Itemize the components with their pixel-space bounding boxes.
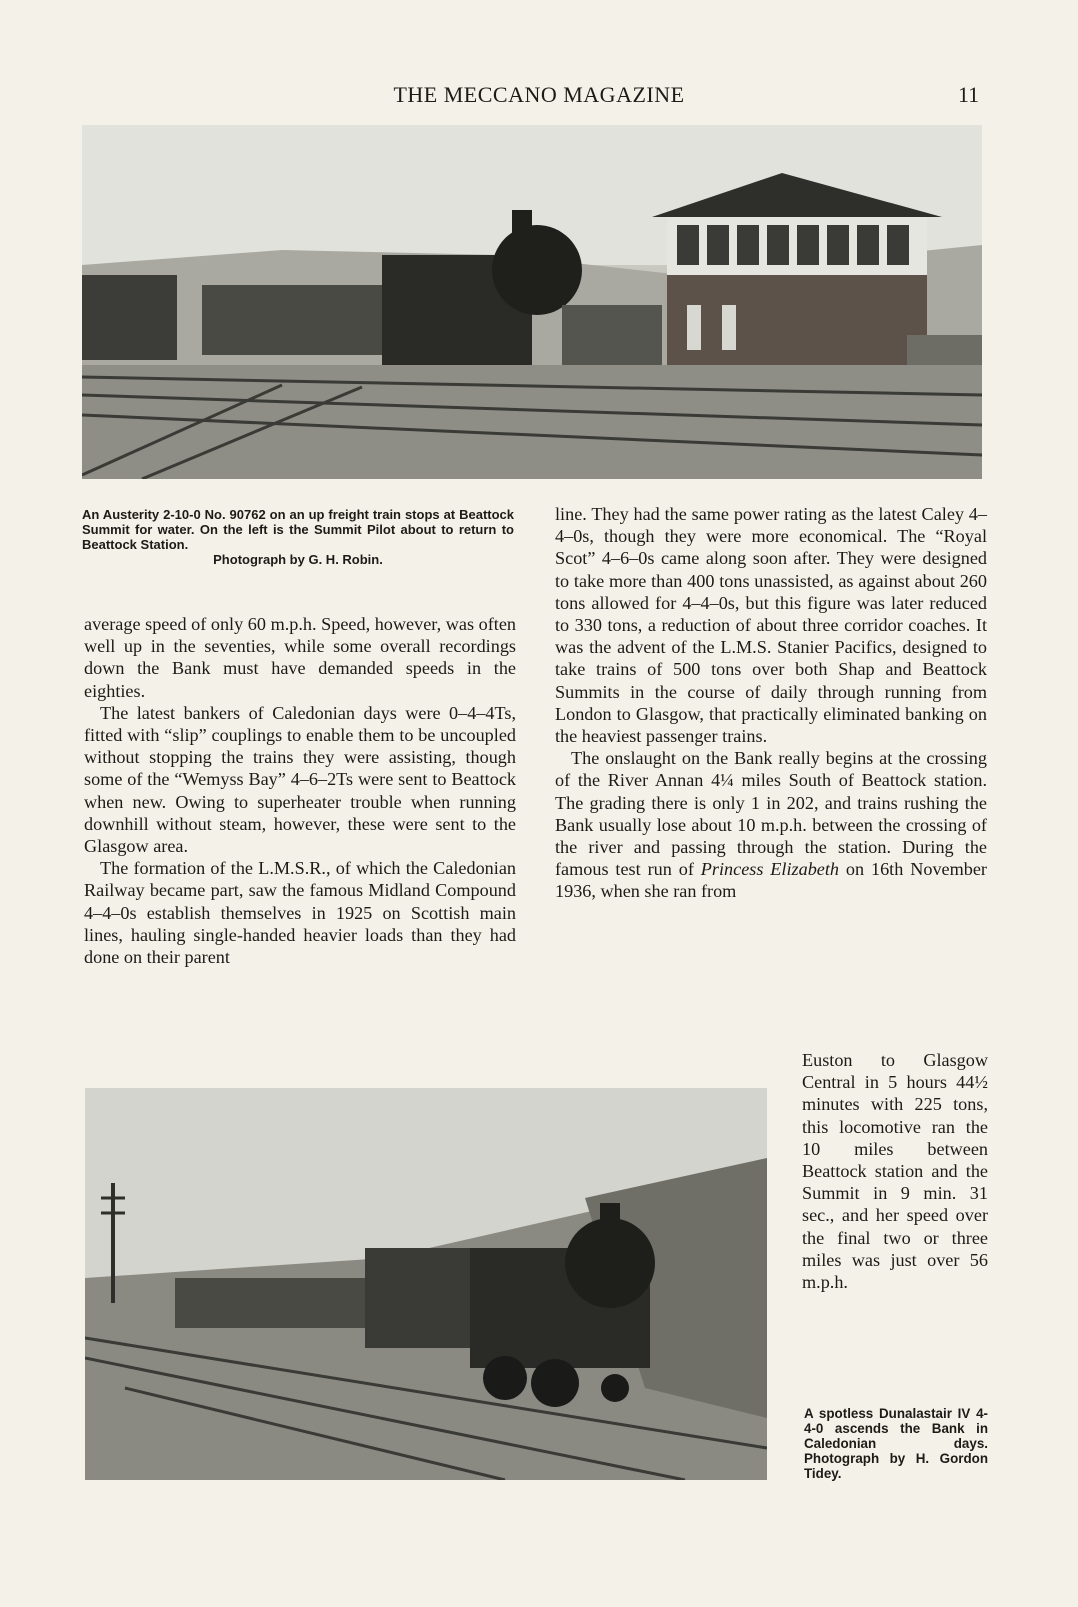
bottom-photo-caption xyxy=(804,1406,988,1481)
top-photo-caption-text: An Austerity 2-10-0 No. 90762 on an up freight train stops at Beattock Summit for water. On the left is the Summit Pilot about to return to Beattock Station. xyxy=(82,507,514,552)
right-paragraph-2-end: on 16th November 1936, when she ran from xyxy=(555,859,987,902)
top-photo-caption xyxy=(82,507,514,567)
bottom-photo-caption-text: A spotless Dunalastair IV 4-4-0 ascends the Bank in Caledonian days. Photograph by H. Gordon Tidey. xyxy=(804,1406,988,1481)
left-paragraph-3: The formation of the L.M.S.R., of which the Caledonian Railway became part, saw the famous Midland Compound 4–4–0s establish themselves in 1925 on Scottish main lines, hauling single-handed heavier loads than they had done on their parent xyxy=(84,858,516,968)
right-paragraph-2 xyxy=(555,747,987,902)
left-paragraph-2: The latest bankers of Caledonian days were 0–4–4Ts, fitted with “slip” couplings to enable them to be uncoupled without stopping the trains they were assisting, though some of the “Wemyss Bay” 4–6–2Ts were sent to Beattock when new. Owing to superheater trouble when running downhill without steam, however, these were sent to the Glasgow area. xyxy=(84,702,516,857)
left-column xyxy=(84,613,516,968)
right-paragraph-1: line. They had the same power rating as the latest Caley 4–4–0s, though they were more economical. The “Royal Scot” 4–6–0s came along soon after. They were designed to take more than 400 tons unassisted, as against about 260 tons allowed for 4–4–0s, but this figure was later reduced to 330 tons, a reduction of about three corridor coaches. It was the advent of the L.M.S. Stanier Pacifics, designed to take trains of 500 tons over both Shap and Beattock Summits in the course of daily through running from London to Glasgow, that practically eliminated banking on the heaviest passenger trains. xyxy=(555,504,987,747)
photo-dunalastair-locomotive xyxy=(85,1088,767,1480)
left-paragraph-1: average speed of only 60 m.p.h. Speed, however, was often well up in the seventies, while some overall recordings down the Bank must have demanded speeds in the eighties. xyxy=(84,614,516,701)
right-narrow-paragraph: Euston to Glasgow Central in 5 hours 44½ minutes with 225 tons, this locomotive ran the 10 miles between Beattock station and the Summit in 9 min. 31 sec., and her speed over the final two or three miles was just over 56 m.p.h. xyxy=(802,1050,988,1293)
page-header-title: THE MECCANO MAGAZINE xyxy=(393,82,685,107)
right-column xyxy=(555,503,987,903)
right-narrow-column xyxy=(802,1049,988,1293)
photo-freight-train-signal-box xyxy=(82,125,982,479)
locomotive-name: Princess Elizabeth xyxy=(700,859,840,880)
page-number: 11 xyxy=(958,82,980,107)
right-paragraph-2-start: The onslaught on the Bank really begins at the crossing of the River Annan 4¼ miles South of Beattock station. The grading there is only 1 in 202, and trains rushing the Bank usually lose about 10 m.p.h. between the crossing of the river and passing through the station. During the famous test run of xyxy=(555,748,987,880)
top-photo-credit: Photograph by G. H. Robin. xyxy=(213,552,383,567)
